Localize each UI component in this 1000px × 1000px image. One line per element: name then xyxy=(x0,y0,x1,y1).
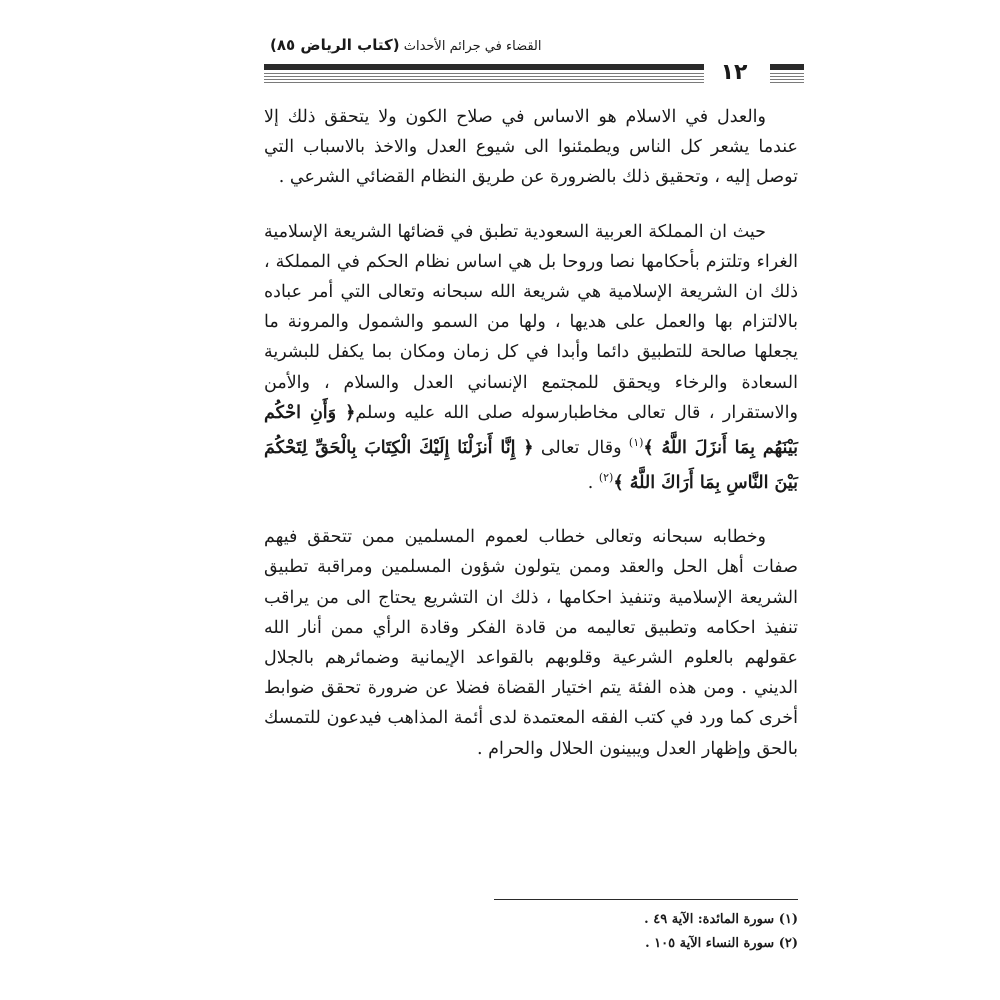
header-rule-thin xyxy=(264,79,704,80)
page-number: ١٢ xyxy=(720,60,748,85)
footnotes xyxy=(494,908,798,956)
header-rule-thin xyxy=(264,76,704,77)
book-series: (كتاب الرياض ٨٥) xyxy=(270,36,400,54)
quran-verse-1: ﴿ وَأَنِ احْكُم بَيْنَهُم بِمَا أَنزَلَ اللَّهُ ﴾ xyxy=(264,402,798,458)
paragraph-2-text: حيث ان المملكة العربية السعودية تطبق في قضائها الشريعة الإسلامية الغراء وتلتزم بأحكامها نصا وروحا بل هي اساس نظام الحكم في المملكة ، ذلك ان الشريعة الإسلامية هي شريعة الله سبحانه وتعالى التي أمر عباده بالالتزام بها والعمل على هديها ، ولها من السمو والشمول والمرونة ما يجعلها صالحة للتطبيق دائما وأبدا في كل زمان ومكان بما يكفل للبشرية السعادة والرخاء ويحقق للمجتمع الإنساني العدل والسلام ، والأمن والاستقرار ، قال تعالى مخاطبارسوله صلى الله عليه وسلم xyxy=(264,221,798,423)
header-rule-thin-right xyxy=(770,82,804,83)
header-rule-thick xyxy=(264,64,704,70)
paragraph-2 xyxy=(264,217,798,498)
footnote-ref-2[interactable]: (٢) xyxy=(598,471,614,485)
body-text xyxy=(264,102,798,788)
header-rule-thick-right xyxy=(770,64,804,70)
footnote-divider xyxy=(494,899,798,900)
header-rule-thin-right xyxy=(770,76,804,77)
header-rule-thin xyxy=(264,73,704,74)
header-rule-thin-right xyxy=(770,73,804,74)
header-rule-thin-right xyxy=(770,79,804,80)
running-head xyxy=(270,36,800,54)
footnote-1: (١) سورة المائدة: الآية ٤٩ . xyxy=(644,912,798,927)
footnote-ref-1[interactable]: (١) xyxy=(628,436,644,450)
paragraph-3: وخطابه سبحانه وتعالى خطاب لعموم المسلمين ممن تتحقق فيهم صفات أهل الحل والعقد وممن يتولون شؤون المسلمين ومراقبة تطبيق الشريعة الإسلامية وتنفيذ احكامها ، ذلك ان التشريع يحتاج الى من يراقب تنفيذ احكامه وتطبيق تعاليمه من قادة الفكر وقادة الرأي ممن أنار الله عقولهم بالعلوم الشرعية وقلوبهم بالقواعد الإيمانية وضمائرهم بالجلال الديني . ومن هذه الفئة يتم اختيار القضاة فضلا عن ضرورة تحقق ضوابط أخرى كما ورد في كتب الفقه المعتمدة لدى أئمة المذاهب فيدعون للتمسك بالحق وإظهار العدل ويبينون الحلال والحرام . xyxy=(264,527,798,759)
footnote-2: (٢) سورة النساء الآية ١٠٥ . xyxy=(645,936,798,951)
quran-verse-2: ﴿ إِنَّا أَنزَلْنَا إِلَيْكَ الْكِتَابَ بِالْحَقِّ لِتَحْكُمَ بَيْنَ النَّاسِ بِمَا أَرَاكَ اللَّهُ ﴾ xyxy=(264,437,798,493)
book-title: القضاء في جرائم الأحداث xyxy=(403,39,542,54)
paragraph-1: والعدل في الاسلام هو الاساس في صلاح الكون ولا يتحقق ذلك إلا عندما يشعر كل الناس ويطمئنوا الى شيوع العدل والاخذ بالاسباب التي توصل إليه ، وتحقيق ذلك بالضرورة عن طريق النظام القضائي الشرعي . xyxy=(264,107,798,188)
paragraph-2-middle: وقال تعالى xyxy=(533,437,629,458)
header-rule-thin xyxy=(264,82,704,83)
paragraph-2-end: . xyxy=(587,472,599,493)
